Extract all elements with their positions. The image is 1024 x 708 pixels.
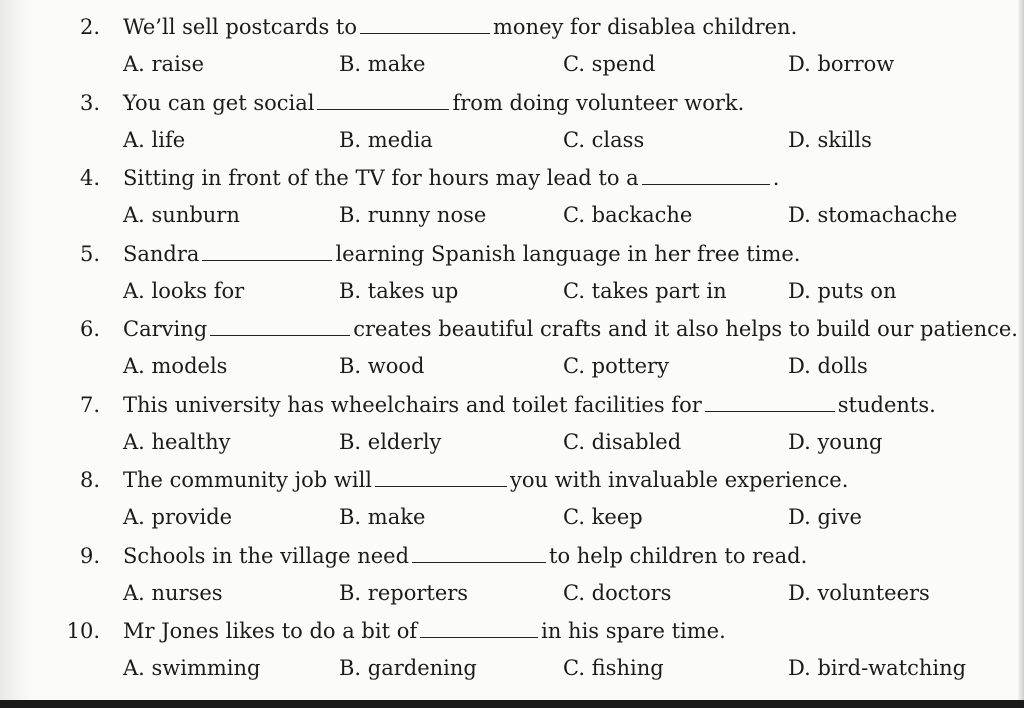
options-row bbox=[0, 49, 1024, 79]
answer-blank bbox=[210, 317, 350, 336]
options-row bbox=[0, 200, 1024, 230]
question-line bbox=[0, 541, 1024, 571]
question-text-after-blank: students. bbox=[837, 392, 936, 417]
option-d: D. bird-watching bbox=[788, 656, 967, 680]
question-line bbox=[0, 465, 1024, 495]
option-c: C. backache bbox=[563, 203, 693, 227]
options-row bbox=[0, 653, 1024, 683]
question-item bbox=[0, 390, 1024, 466]
option-a: A. sunburn bbox=[123, 203, 240, 227]
question-text bbox=[123, 616, 726, 646]
question-item bbox=[0, 541, 1024, 617]
question-text-before-blank: We’ll sell postcards to bbox=[123, 15, 357, 39]
question-text bbox=[123, 88, 744, 118]
answer-blank bbox=[642, 166, 770, 185]
option-c: C. pottery bbox=[563, 354, 669, 378]
question-line bbox=[0, 616, 1024, 646]
question-text-before-blank: You can get social bbox=[123, 90, 315, 115]
option-a: A. nurses bbox=[123, 580, 223, 605]
question-line bbox=[0, 390, 1024, 420]
question-number: 3. bbox=[79, 90, 100, 115]
question-line bbox=[0, 12, 1024, 42]
question-text-after-blank: to help children to read. bbox=[549, 543, 808, 568]
answer-blank bbox=[360, 15, 490, 34]
question-text-before-blank: Mr Jones likes to do a bit of bbox=[123, 619, 418, 643]
question-item bbox=[0, 616, 1024, 692]
question-text-after-blank: creates beautiful crafts and it also helps to build our patience. bbox=[353, 317, 1018, 341]
question-item bbox=[0, 465, 1024, 541]
question-number: 2. bbox=[79, 15, 100, 39]
option-d: D. young bbox=[788, 429, 883, 454]
question-item bbox=[0, 88, 1024, 164]
question-text-before-blank: Sitting in front of the TV for hours may lead to a bbox=[123, 166, 639, 190]
option-a: A. provide bbox=[123, 505, 233, 529]
question-text bbox=[123, 314, 1018, 344]
question-item bbox=[0, 12, 1024, 88]
question-text-after-blank: from doing volunteer work. bbox=[452, 90, 745, 115]
option-d: D. dolls bbox=[788, 354, 868, 378]
question-text bbox=[123, 541, 807, 571]
option-d: D. puts on bbox=[788, 278, 897, 303]
answer-blank bbox=[420, 619, 538, 638]
options-row bbox=[0, 578, 1024, 608]
question-line bbox=[0, 163, 1024, 193]
question-item bbox=[0, 163, 1024, 239]
option-a: A. models bbox=[123, 354, 228, 378]
question-line bbox=[0, 88, 1024, 118]
options-row bbox=[0, 276, 1024, 306]
option-c: C. fishing bbox=[563, 656, 664, 680]
question-text-after-blank: . bbox=[772, 166, 780, 190]
option-c: C. doctors bbox=[563, 580, 672, 605]
options-row bbox=[0, 351, 1024, 381]
answer-blank bbox=[412, 544, 546, 563]
option-d: D. stomachache bbox=[788, 203, 958, 227]
options-row bbox=[0, 502, 1024, 532]
option-b: B. elderly bbox=[339, 429, 442, 454]
option-a: A. healthy bbox=[123, 429, 231, 454]
option-d: D. give bbox=[788, 505, 862, 529]
question-text bbox=[123, 465, 848, 495]
option-d: D. skills bbox=[788, 127, 872, 152]
option-c: C. class bbox=[563, 127, 645, 152]
answer-blank bbox=[317, 91, 449, 110]
question-number: 4. bbox=[79, 166, 100, 190]
question-text-after-blank: money for disablea children. bbox=[493, 15, 798, 39]
question-text bbox=[123, 390, 936, 420]
question-text-before-blank: Schools in the village need bbox=[123, 543, 410, 568]
option-b: B. make bbox=[339, 505, 426, 529]
option-b: B. wood bbox=[339, 354, 425, 378]
page-bottom-edge bbox=[0, 700, 1024, 708]
option-a: A. looks for bbox=[123, 278, 245, 303]
options-row bbox=[0, 427, 1024, 457]
question-text-after-blank: you with invaluable experience. bbox=[510, 468, 849, 492]
question-text-after-blank: in his spare time. bbox=[541, 619, 726, 643]
question-number: 6. bbox=[79, 317, 100, 341]
question-text bbox=[123, 239, 800, 269]
option-d: D. borrow bbox=[788, 52, 895, 76]
option-d: D. volunteers bbox=[788, 580, 930, 605]
question-text-before-blank: This university has wheelchairs and toilet facilities for bbox=[123, 392, 702, 417]
question-text-after-blank: learning Spanish language in her free time. bbox=[335, 241, 801, 266]
option-b: B. make bbox=[339, 52, 426, 76]
question-number: 9. bbox=[79, 543, 100, 568]
option-c: C. spend bbox=[563, 52, 656, 76]
option-a: A. raise bbox=[123, 52, 204, 76]
question-number: 7. bbox=[79, 392, 100, 417]
answer-blank bbox=[375, 468, 507, 487]
option-c: C. takes part in bbox=[563, 278, 727, 303]
option-b: B. gardening bbox=[339, 656, 477, 680]
option-b: B. media bbox=[339, 127, 433, 152]
option-c: C. disabled bbox=[563, 429, 682, 454]
question-number: 10. bbox=[66, 619, 100, 643]
question-number: 5. bbox=[79, 241, 100, 266]
question-text bbox=[123, 12, 797, 42]
option-c: C. keep bbox=[563, 505, 643, 529]
options-row bbox=[0, 125, 1024, 155]
question-line bbox=[0, 314, 1024, 344]
question-text-before-blank: Carving bbox=[123, 317, 208, 341]
question-number: 8. bbox=[79, 468, 100, 492]
question-text-before-blank: The community job will bbox=[123, 468, 373, 492]
question-text-before-blank: Sandra bbox=[123, 241, 200, 266]
option-b: B. runny nose bbox=[339, 203, 487, 227]
question-item bbox=[0, 239, 1024, 315]
option-a: A. life bbox=[123, 127, 186, 152]
option-b: B. reporters bbox=[339, 580, 469, 605]
option-b: B. takes up bbox=[339, 278, 459, 303]
answer-blank bbox=[705, 393, 835, 412]
question-line bbox=[0, 239, 1024, 269]
question-text bbox=[123, 163, 779, 193]
answer-blank bbox=[202, 242, 332, 261]
option-a: A. swimming bbox=[123, 656, 261, 680]
question-item bbox=[0, 314, 1024, 390]
